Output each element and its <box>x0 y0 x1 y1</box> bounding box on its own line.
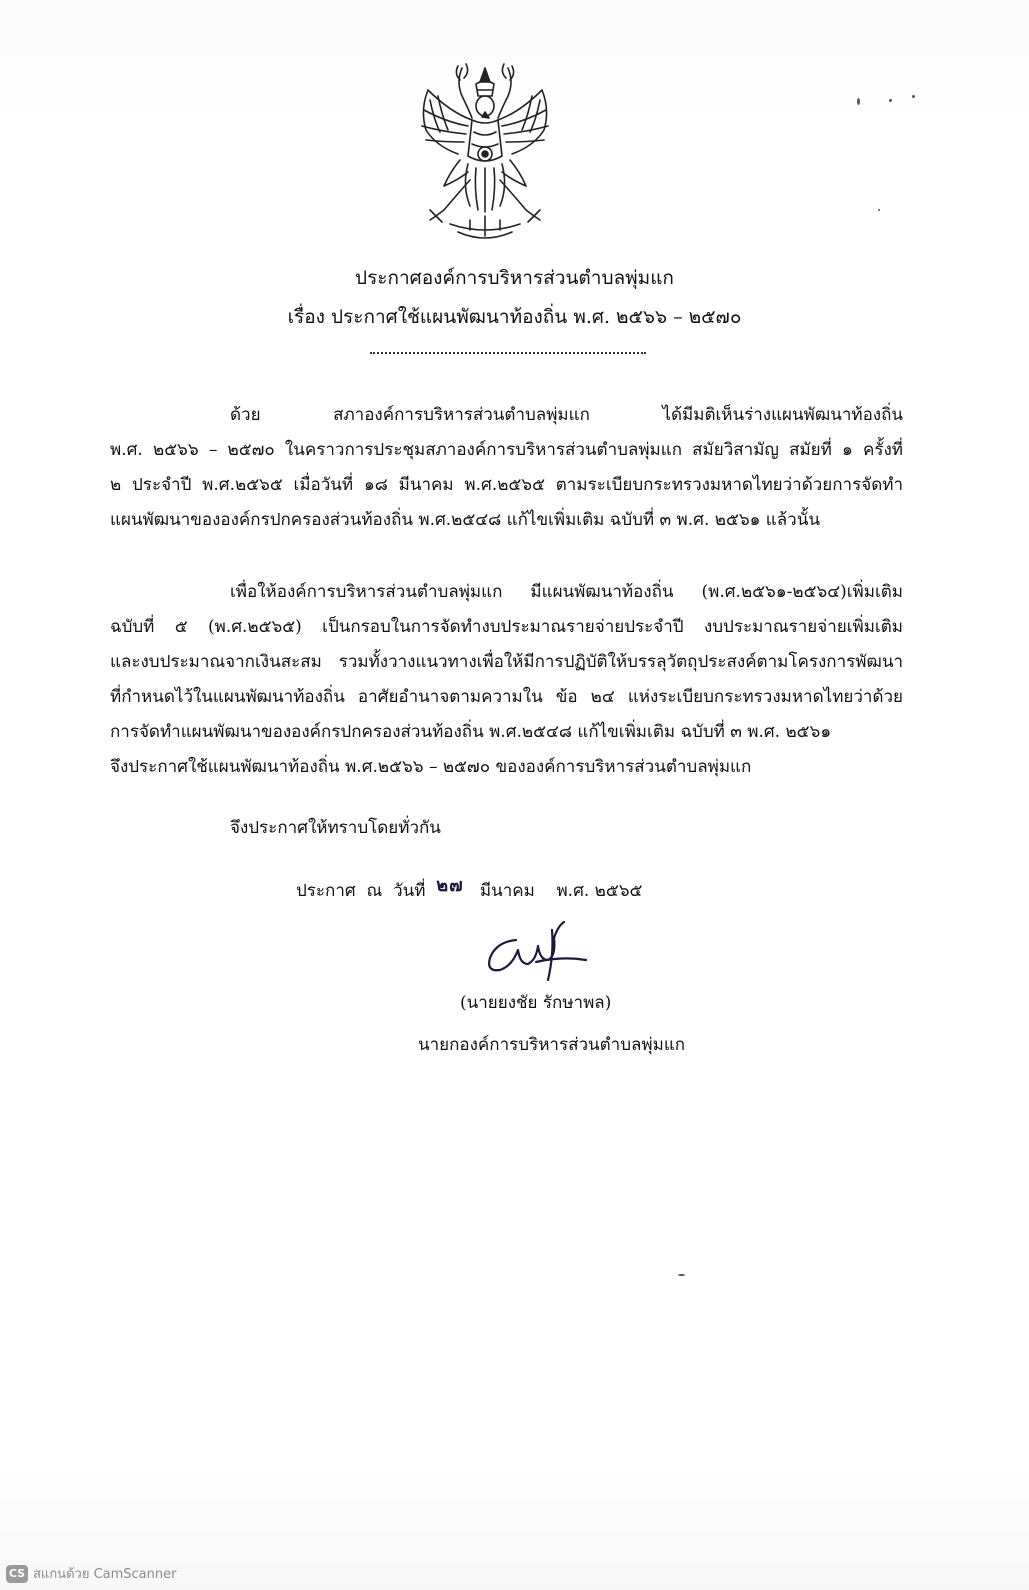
paragraph-line: จึงประกาศใช้แผนพัฒนาท้องถิ่น พ.ศ.๒๕๖๖ – ๒๕๗๐ ขององค์การบริหารส่วนตำบลพุ่มแก <box>110 757 752 777</box>
signer-position: นายกองค์การบริหารส่วนตำบลพุ่มแก <box>418 1035 686 1055</box>
garuda-emblem-icon <box>410 60 560 250</box>
paragraph-line: พ.ศ. ๒๕๖๖ – ๒๕๗๐ ในคราวการประชุมสภาองค์การบริหารส่วนตำบลพุ่มแก สมัยวิสามัญ สมัยที่ ๑ ครั้งที่ <box>110 440 903 460</box>
signature-icon <box>482 920 592 990</box>
paragraph-line: ฉบับที่ ๕ (พ.ศ.๒๕๖๕) เป็นกรอบในการจัดทำงบประมาณรายจ่ายประจำปี งบประมาณรายจ่ายเพิ่มเติม <box>110 617 903 637</box>
dotted-divider <box>370 352 646 354</box>
camscanner-logo-icon: CS <box>6 1565 28 1583</box>
subject-text: เรื่อง ประกาศใช้แผนพัฒนาท้องถิ่น พ.ศ. ๒๕๖๖ – ๒๕๗๐ <box>287 306 742 328</box>
scan-speck <box>678 1274 685 1276</box>
announcement-date <box>296 875 643 904</box>
scan-speck <box>889 99 892 102</box>
paragraph-line: ที่กำหนดไว้ในแผนพัฒนาท้องถิ่น อาศัยอำนาจตามความใน ข้อ ๒๔ แห่งระเบียบกระทรวงมหาดไทยว่าด้วย <box>110 687 903 707</box>
closing-statement: จึงประกาศให้ทราบโดยทั่วกัน <box>230 818 441 838</box>
paragraph-line: ด้วย สภาองค์การบริหารส่วนตำบลพุ่มแก ได้มีมติเห็นร่างแผนพัฒนาท้องถิ่น <box>230 405 903 425</box>
paragraph-line: เพื่อให้องค์การบริหารส่วนตำบลพุ่มแก มีแผนพัฒนาท้องถิ่น (พ.ศ.๒๕๖๑-๒๕๖๔)เพิ่มเติม <box>230 582 903 602</box>
date-month: มีนาคม <box>479 881 535 901</box>
paragraph-line: ๒ ประจำปี พ.ศ.๒๕๖๕ เมื่อวันที่ ๑๘ มีนาคม พ.ศ.๒๕๖๕ ตามระเบียบกระทรวงมหาดไทยว่าด้วยการจัดทำ <box>110 475 903 495</box>
document-subject <box>0 305 1029 329</box>
date-year: พ.ศ. ๒๕๖๕ <box>556 881 643 901</box>
paragraph-line: การจัดทำแผนพัฒนาขององค์กรปกครองส่วนท้องถิ่น พ.ศ.๒๕๔๘ แก้ไขเพิ่มเติม ฉบับที่ ๓ พ.ศ. ๒๕๖๑ <box>110 722 832 742</box>
scan-speck <box>912 95 915 98</box>
camscanner-label: สแกนด้วย CamScanner <box>33 1567 177 1582</box>
date-prefix: ประกาศ ณ วันที่ <box>296 881 426 901</box>
camscanner-watermark <box>6 1563 176 1584</box>
scan-speck <box>857 98 860 105</box>
paragraph-line: แผนพัฒนาขององค์กรปกครองส่วนท้องถิ่น พ.ศ.๒๕๔๘ แก้ไขเพิ่มเติม ฉบับที่ ๓ พ.ศ. ๒๕๖๑ แล้วนั้น <box>110 510 820 530</box>
document-title: ประกาศองค์การบริหารส่วนตำบลพุ่มแก <box>355 267 674 289</box>
date-day-handwritten: ๒๗ <box>436 875 464 896</box>
paragraph-line: และงบประมาณจากเงินสะสม รวมทั้งวางแนวทางเพื่อให้มีการปฏิบัติให้บรรลุวัตถุประสงค์ตามโครงการพัฒนา <box>110 652 903 672</box>
paragraph-1 <box>110 398 903 538</box>
paragraph-2 <box>110 575 903 785</box>
scan-speck <box>878 209 880 211</box>
signer-name: (นายยงชัย รักษาพล) <box>460 993 612 1013</box>
